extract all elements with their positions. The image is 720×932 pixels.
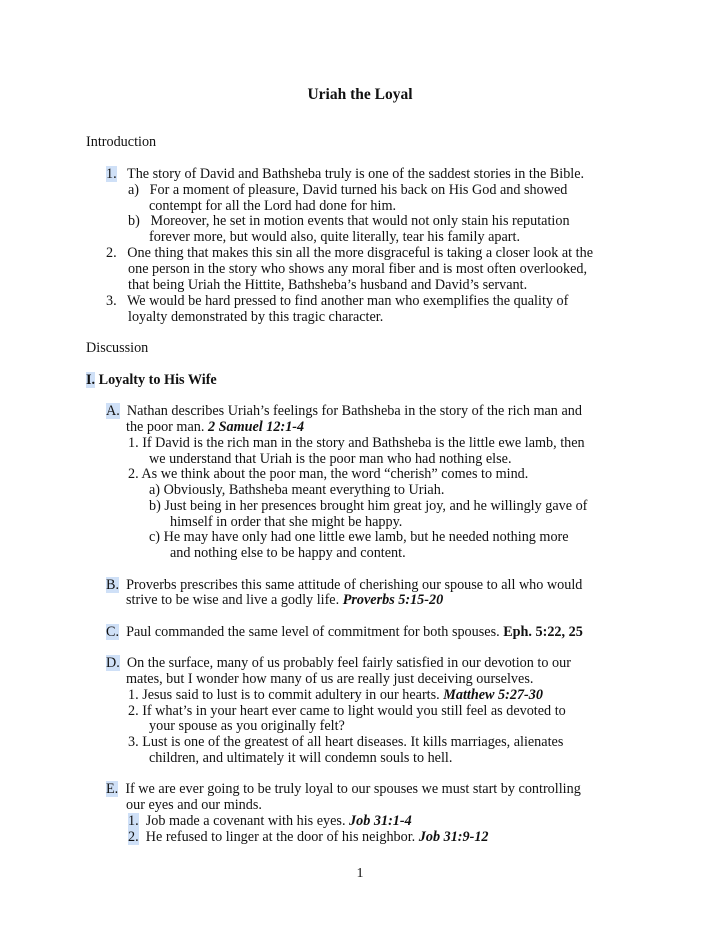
introduction-heading: Introduction: [86, 134, 157, 150]
list-marker: A.: [106, 403, 120, 419]
intro-point-1b: [128, 213, 570, 229]
list-text-continued: forever more, but would also, quite literally, tear his family apart.: [149, 229, 520, 245]
scripture-reference: Matthew 5:27-30: [443, 687, 543, 703]
list-text-continued: our eyes and our minds.: [126, 797, 262, 813]
list-marker: 2.: [106, 245, 117, 261]
list-text: Paul commanded the same level of commitment for both spouses.: [126, 624, 500, 640]
intro-point-3: [106, 293, 568, 309]
list-marker: D.: [106, 655, 120, 671]
intro-point-1a: [128, 182, 567, 198]
list-marker: E.: [106, 781, 119, 797]
list-text: Moreover, he set in motion events that would not only stain his reputation: [150, 213, 570, 229]
point-b: [106, 577, 582, 593]
list-marker: 2.: [128, 829, 139, 845]
point-a-2c: c) He may have only had one little ewe lamb, but he needed nothing more: [149, 529, 569, 545]
list-text-continued: your spouse as you originally felt?: [149, 718, 345, 734]
list-marker: C.: [106, 624, 120, 640]
scripture-reference: Eph. 5:22, 25: [503, 624, 583, 640]
point-d-2: 2. If what’s in your heart ever came to light would you still feel as devoted to: [128, 703, 566, 719]
section-title: Loyalty to His Wife: [98, 372, 217, 388]
point-a-1: 1. If David is the rich man in the story and Bathsheba is the little ewe lamb, then: [128, 435, 585, 451]
section-marker: I.: [86, 372, 96, 388]
point-d: [106, 655, 571, 671]
list-text: One thing that makes this sin all the more disgraceful is taking a closer look at the: [127, 245, 593, 261]
intro-point-1: [106, 166, 584, 182]
list-marker: 3.: [106, 293, 117, 309]
list-marker: b): [128, 213, 140, 229]
point-a: [106, 403, 582, 419]
list-text-continued: one person in the story who shows any moral fiber and is most often overlooked,: [128, 261, 588, 277]
list-marker: 1.: [128, 813, 139, 829]
list-text-continued: mates, but I wonder how many of us are really just deceiving ourselves.: [126, 671, 534, 687]
list-text: If we are ever going to be truly loyal to our spouses we must start by controlling: [125, 781, 581, 797]
page-title: Uriah the Loyal: [307, 86, 413, 103]
section-heading: [86, 372, 217, 388]
list-text-continued: himself in order that she might be happy.: [170, 514, 403, 530]
page-number: 1: [356, 866, 364, 881]
scripture-reference: Job 31:9-12: [418, 829, 489, 845]
point-e: [106, 781, 581, 797]
list-text: strive to be wise and live a godly life.: [126, 592, 340, 608]
list-text: The story of David and Bathsheba truly is one of the saddest stories in the Bible.: [127, 166, 585, 182]
list-text: Job made a covenant with his eyes.: [145, 813, 346, 829]
point-e-1: [128, 813, 412, 829]
list-text: We would be hard pressed to find another man who exemplifies the quality of: [127, 293, 569, 309]
point-a-2: 2. As we think about the poor man, the word “cherish” comes to mind.: [128, 466, 529, 482]
point-d-3: 3. Lust is one of the greatest of all heart diseases. It kills marriages, alienates: [128, 734, 564, 750]
list-text: Nathan describes Uriah’s feelings for Bathsheba in the story of the rich man and: [126, 403, 582, 419]
list-text-continued: we understand that Uriah is the poor man who had nothing else.: [149, 451, 512, 467]
list-text: For a moment of pleasure, David turned his back on His God and showed: [149, 182, 568, 198]
list-marker: 1.: [106, 166, 117, 182]
list-text: On the surface, many of us probably feel fairly satisfied in our devotion to our: [126, 655, 571, 671]
list-text: He refused to linger at the door of his neighbor.: [145, 829, 416, 845]
scripture-reference: Job 31:1-4: [349, 813, 412, 829]
point-c: [106, 624, 583, 640]
list-text-continued: children, and ultimately it will condemn souls to hell.: [149, 750, 453, 766]
list-text: 1. Jesus said to lust is to commit adultery in our hearts.: [128, 687, 440, 703]
list-text-continued: contempt for all the Lord had done for him.: [149, 198, 397, 214]
point-b-continued: [126, 592, 443, 608]
list-text: the poor man.: [126, 419, 205, 435]
point-e-2: [128, 829, 489, 845]
list-marker: B.: [106, 577, 120, 593]
intro-point-2: [106, 245, 593, 261]
point-a-2b: b) Just being in her presences brought him great joy, and he willingly gave of: [149, 498, 588, 514]
list-text-continued: loyalty demonstrated by this tragic character.: [128, 309, 384, 325]
list-text: Proverbs prescribes this same attitude of cherishing our spouse to all who would: [126, 577, 583, 593]
discussion-heading: Discussion: [86, 340, 149, 356]
point-d-1: [128, 687, 543, 703]
scripture-reference: 2 Samuel 12:1-4: [207, 419, 305, 435]
point-a-2a: a) Obviously, Bathsheba meant everything to Uriah.: [149, 482, 445, 498]
list-text-continued: that being Uriah the Hittite, Bathsheba’s husband and David’s servant.: [128, 277, 528, 293]
list-text-continued: and nothing else to be happy and content.: [170, 545, 406, 561]
point-a-continued: [126, 419, 304, 435]
scripture-reference: Proverbs 5:15-20: [342, 592, 444, 608]
list-marker: a): [128, 182, 140, 198]
